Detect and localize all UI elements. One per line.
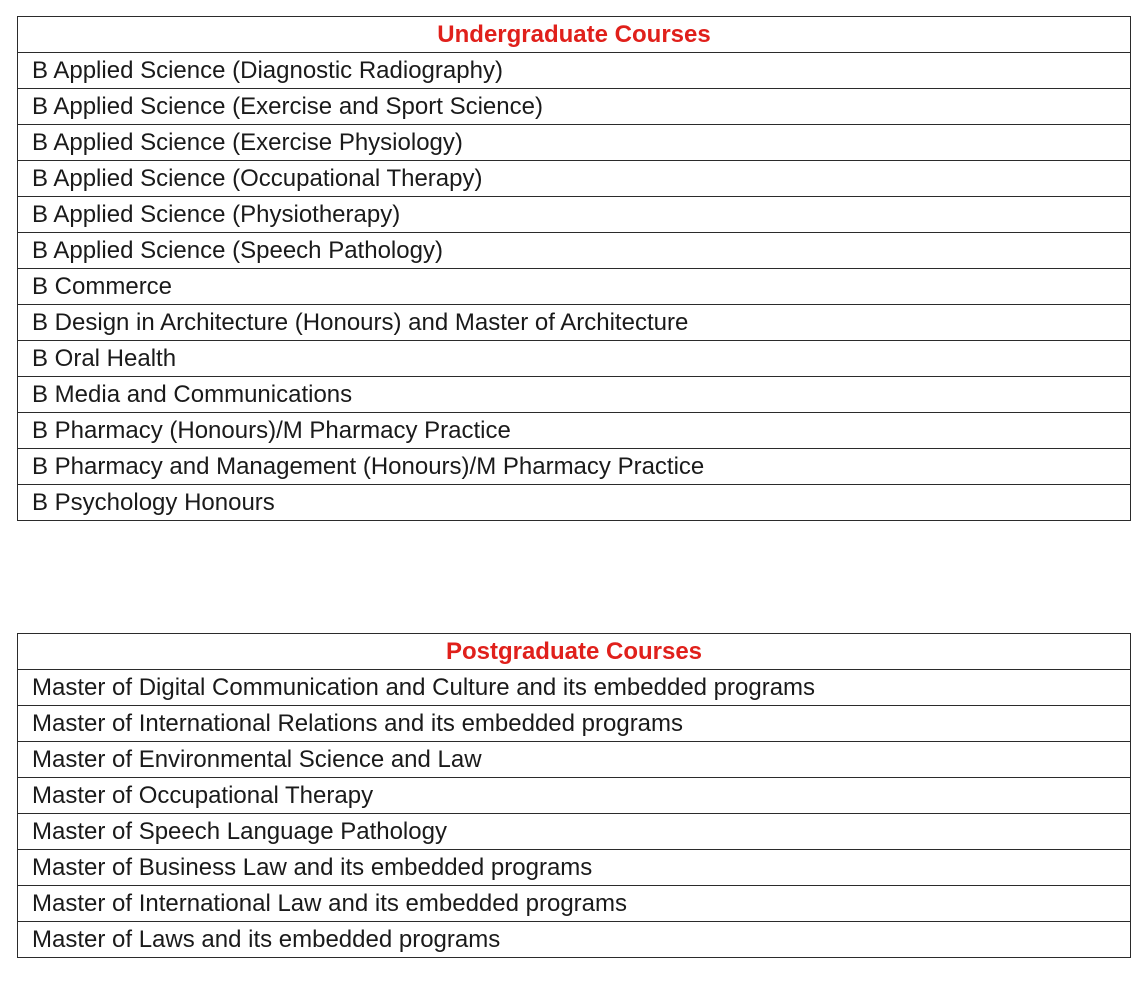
course-cell: B Applied Science (Occupational Therapy) xyxy=(18,161,1131,197)
course-cell: Master of International Law and its embedded programs xyxy=(18,886,1131,922)
table-row xyxy=(18,197,1131,233)
course-cell: B Applied Science (Diagnostic Radiography) xyxy=(18,53,1131,89)
course-cell: B Applied Science (Exercise Physiology) xyxy=(18,125,1131,161)
table-header-row xyxy=(18,634,1131,670)
table-row xyxy=(18,269,1131,305)
table-row xyxy=(18,377,1131,413)
course-cell: Master of Environmental Science and Law xyxy=(18,742,1131,778)
course-cell: B Applied Science (Exercise and Sport Science) xyxy=(18,89,1131,125)
postgraduate-courses-heading: Postgraduate Courses xyxy=(18,634,1131,670)
course-cell: B Pharmacy and Management (Honours)/M Pharmacy Practice xyxy=(18,449,1131,485)
course-cell: B Design in Architecture (Honours) and Master of Architecture xyxy=(18,305,1131,341)
course-cell: B Pharmacy (Honours)/M Pharmacy Practice xyxy=(18,413,1131,449)
course-cell: Master of Business Law and its embedded programs xyxy=(18,850,1131,886)
table-row xyxy=(18,89,1131,125)
course-cell: Master of Speech Language Pathology xyxy=(18,814,1131,850)
table-row xyxy=(18,53,1131,89)
table-row xyxy=(18,850,1131,886)
table-row xyxy=(18,449,1131,485)
table-row xyxy=(18,125,1131,161)
table-row xyxy=(18,413,1131,449)
course-cell: B Applied Science (Speech Pathology) xyxy=(18,233,1131,269)
table-header-row xyxy=(18,17,1131,53)
course-cell: B Media and Communications xyxy=(18,377,1131,413)
course-cell: Master of Occupational Therapy xyxy=(18,778,1131,814)
table-row xyxy=(18,742,1131,778)
postgraduate-courses-table xyxy=(17,633,1131,958)
table-row xyxy=(18,305,1131,341)
table-row xyxy=(18,814,1131,850)
course-cell: Master of International Relations and its embedded programs xyxy=(18,706,1131,742)
table-row xyxy=(18,778,1131,814)
course-cell: B Applied Science (Physiotherapy) xyxy=(18,197,1131,233)
table-row xyxy=(18,922,1131,958)
table-row xyxy=(18,670,1131,706)
undergraduate-courses-table xyxy=(17,16,1131,521)
course-cell: B Psychology Honours xyxy=(18,485,1131,521)
course-cell: Master of Laws and its embedded programs xyxy=(18,922,1131,958)
table-row xyxy=(18,886,1131,922)
table-row xyxy=(18,485,1131,521)
table-row xyxy=(18,233,1131,269)
course-cell: Master of Digital Communication and Culture and its embedded programs xyxy=(18,670,1131,706)
table-row xyxy=(18,161,1131,197)
table-row xyxy=(18,341,1131,377)
course-cell: B Oral Health xyxy=(18,341,1131,377)
course-cell: B Commerce xyxy=(18,269,1131,305)
table-row xyxy=(18,706,1131,742)
undergraduate-courses-heading: Undergraduate Courses xyxy=(18,17,1131,53)
